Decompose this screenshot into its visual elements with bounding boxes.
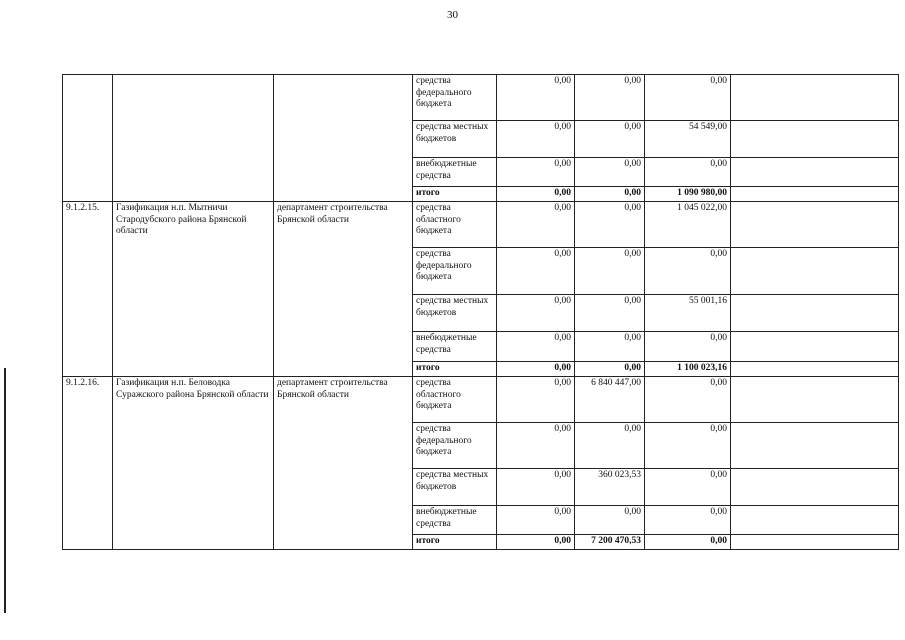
value-col-3: 0,00 bbox=[645, 469, 731, 506]
funding-source: средства местных бюджетов bbox=[413, 469, 497, 506]
note-cell bbox=[731, 423, 899, 469]
funding-source: итого bbox=[413, 187, 497, 202]
note-cell bbox=[731, 248, 899, 295]
value-col-1: 0,00 bbox=[497, 295, 575, 332]
value-col-1: 0,00 bbox=[497, 423, 575, 469]
funding-source: средства федерального бюджета bbox=[413, 248, 497, 295]
funding-source: внебюджетные средства bbox=[413, 332, 497, 362]
item-code bbox=[63, 75, 113, 202]
value-col-2: 360 023,53 bbox=[575, 469, 645, 506]
value-col-2: 0,00 bbox=[575, 75, 645, 121]
value-col-2: 0,00 bbox=[575, 332, 645, 362]
value-col-2: 0,00 bbox=[575, 158, 645, 187]
note-cell bbox=[731, 377, 899, 423]
value-col-2: 0,00 bbox=[575, 248, 645, 295]
budget-table bbox=[62, 74, 899, 550]
item-name bbox=[113, 75, 274, 202]
value-col-3: 0,00 bbox=[645, 423, 731, 469]
item-code: 9.1.2.15. bbox=[63, 202, 113, 377]
value-col-3: 54 549,00 bbox=[645, 121, 731, 158]
value-col-1: 0,00 bbox=[497, 202, 575, 248]
value-col-3: 0,00 bbox=[645, 75, 731, 121]
value-col-2: 0,00 bbox=[575, 121, 645, 158]
value-col-1: 0,00 bbox=[497, 248, 575, 295]
margin-scan-mark bbox=[4, 368, 6, 613]
value-col-1: 0,00 bbox=[497, 332, 575, 362]
funding-source: средства областного бюджета bbox=[413, 202, 497, 248]
note-cell bbox=[731, 202, 899, 248]
value-col-1: 0,00 bbox=[497, 506, 575, 535]
value-col-1: 0,00 bbox=[497, 187, 575, 202]
value-col-2: 7 200 470,53 bbox=[575, 535, 645, 550]
item-name: Газификация н.п. Беловодка Суражского района Брянской области bbox=[113, 377, 274, 550]
value-col-3: 1 100 023,16 bbox=[645, 362, 731, 377]
value-col-1: 0,00 bbox=[497, 362, 575, 377]
value-col-2: 0,00 bbox=[575, 187, 645, 202]
value-col-1: 0,00 bbox=[497, 121, 575, 158]
funding-source: средства федерального бюджета bbox=[413, 75, 497, 121]
value-col-1: 0,00 bbox=[497, 75, 575, 121]
note-cell bbox=[731, 75, 899, 121]
value-col-1: 0,00 bbox=[497, 377, 575, 423]
value-col-2: 0,00 bbox=[575, 202, 645, 248]
value-col-3: 1 090 980,00 bbox=[645, 187, 731, 202]
funding-source: средства областного бюджета bbox=[413, 377, 497, 423]
value-col-1: 0,00 bbox=[497, 535, 575, 550]
funding-source: итого bbox=[413, 535, 497, 550]
table-row bbox=[63, 202, 899, 248]
table-row bbox=[63, 75, 899, 121]
funding-source: средства местных бюджетов bbox=[413, 295, 497, 332]
note-cell bbox=[731, 187, 899, 202]
value-col-3: 0,00 bbox=[645, 535, 731, 550]
page-number: 30 bbox=[447, 9, 458, 21]
note-cell bbox=[731, 469, 899, 506]
value-col-3: 0,00 bbox=[645, 332, 731, 362]
note-cell bbox=[731, 535, 899, 550]
note-cell bbox=[731, 121, 899, 158]
value-col-2: 0,00 bbox=[575, 362, 645, 377]
funding-source: средства местных бюджетов bbox=[413, 121, 497, 158]
value-col-3: 0,00 bbox=[645, 377, 731, 423]
item-executor bbox=[274, 75, 413, 202]
funding-source: внебюджетные средства bbox=[413, 506, 497, 535]
value-col-3: 55 001,16 bbox=[645, 295, 731, 332]
item-code: 9.1.2.16. bbox=[63, 377, 113, 550]
table-row bbox=[63, 377, 899, 423]
value-col-3: 0,00 bbox=[645, 158, 731, 187]
funding-source: средства федерального бюджета bbox=[413, 423, 497, 469]
note-cell bbox=[731, 158, 899, 187]
funding-source: внебюджетные средства bbox=[413, 158, 497, 187]
value-col-1: 0,00 bbox=[497, 469, 575, 506]
value-col-2: 0,00 bbox=[575, 423, 645, 469]
value-col-3: 0,00 bbox=[645, 506, 731, 535]
value-col-2: 0,00 bbox=[575, 295, 645, 332]
item-executor: департамент строительства Брянской области bbox=[274, 377, 413, 550]
note-cell bbox=[731, 506, 899, 535]
value-col-1: 0,00 bbox=[497, 158, 575, 187]
value-col-3: 1 045 022,00 bbox=[645, 202, 731, 248]
note-cell bbox=[731, 362, 899, 377]
funding-source: итого bbox=[413, 362, 497, 377]
value-col-2: 6 840 447,00 bbox=[575, 377, 645, 423]
note-cell bbox=[731, 295, 899, 332]
value-col-2: 0,00 bbox=[575, 506, 645, 535]
item-executor: департамент строительства Брянской области bbox=[274, 202, 413, 377]
item-name: Газификация н.п. Мытничи Стародубского района Брянской области bbox=[113, 202, 274, 377]
value-col-3: 0,00 bbox=[645, 248, 731, 295]
note-cell bbox=[731, 332, 899, 362]
